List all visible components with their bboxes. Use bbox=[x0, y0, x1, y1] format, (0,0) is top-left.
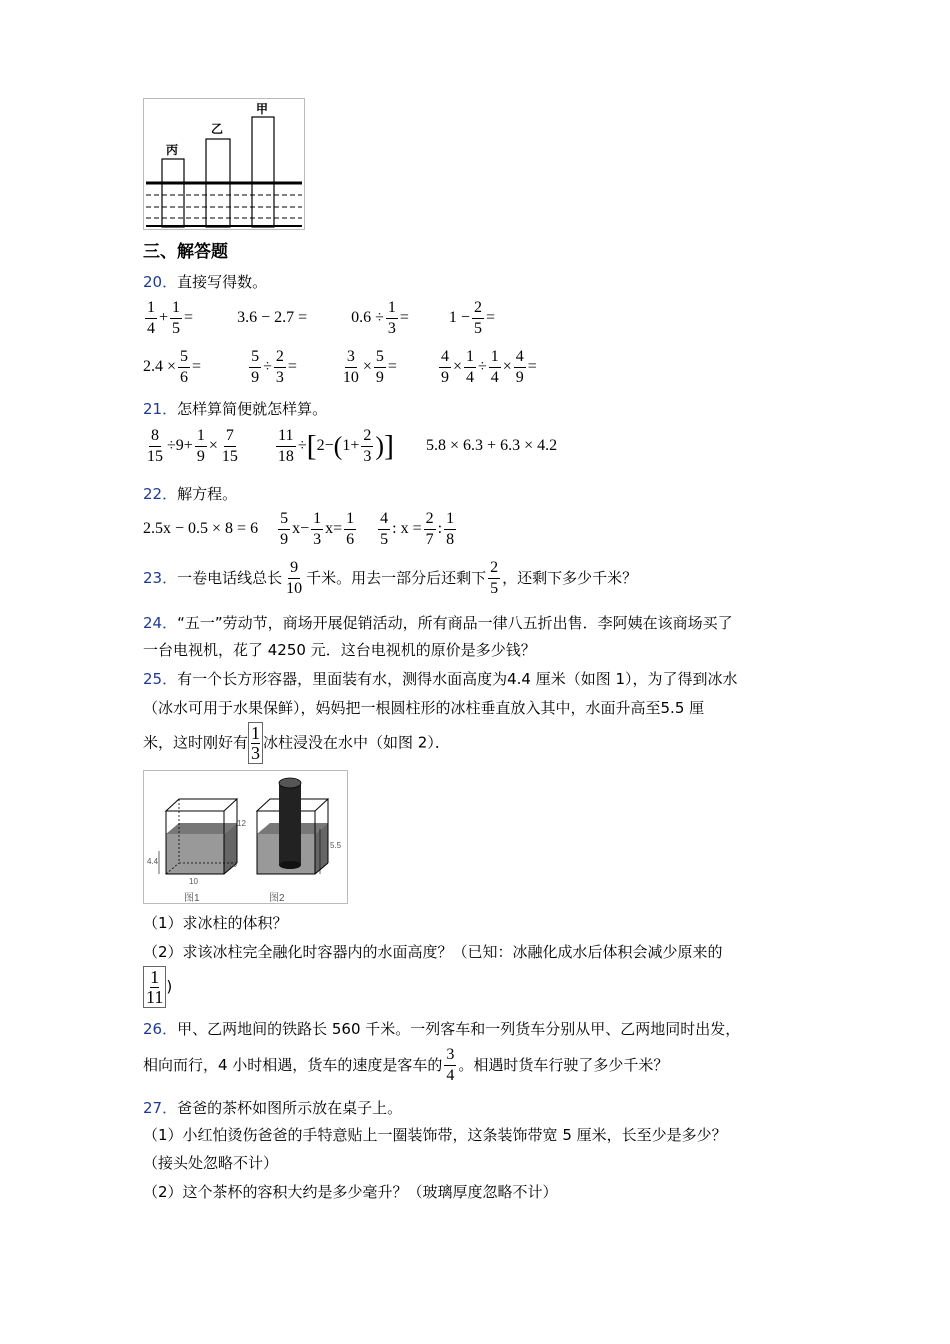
q22-number: 22． bbox=[143, 485, 178, 503]
q21-expr3: 5.8 × 6.3 + 6.3 × 4.2 bbox=[426, 437, 558, 455]
expr-g: $\frac{3}{10}$ × $\frac{5}{9}$ = bbox=[342, 348, 397, 386]
q21-number: 21． bbox=[143, 400, 178, 418]
q27-text: 爸爸的茶杯如图所示放在桌子上。 bbox=[177, 1099, 403, 1117]
q25-text-1: 有一个长方形容器，里面装有水，测得水面高度为4.4 厘米（如图 1），为了得到冰水 bbox=[177, 670, 738, 688]
q25-line3 bbox=[143, 722, 450, 764]
container-figure bbox=[143, 770, 348, 904]
q25-line1 bbox=[143, 668, 738, 689]
expr-e: 2.4 × $\frac{5}{6}$ = bbox=[143, 348, 202, 386]
q24-text-1: “五一”劳动节，商场开展促销活动，所有商品一律八五折出售．李阿姨在该商场买了 bbox=[177, 614, 733, 632]
q22-eq1: 2.5x − 0.5 × 8 = 6 bbox=[143, 520, 259, 538]
q21-expr1: $\frac{8}{15}$ ÷9+ $\frac{1}{9}$ × $\frac{7}{15}$ bbox=[147, 427, 238, 465]
q23-number: 23． bbox=[143, 569, 178, 587]
q25-text-3a: 米，这时刚好有 bbox=[143, 733, 249, 752]
q21-heading bbox=[143, 398, 327, 419]
expr-c: 0.6 ÷ $\frac{1}{3}$ = bbox=[351, 299, 409, 337]
q23-text-c: ，还剩下多少千米？ bbox=[502, 569, 638, 587]
label-bing: 丙 bbox=[166, 143, 179, 157]
one-third-fraction: $\frac{1}{3}$ bbox=[248, 722, 263, 764]
section-title: 三、解答题 bbox=[143, 242, 228, 262]
fig1-caption: 图1 bbox=[184, 893, 200, 904]
q25-sub2-fraction bbox=[143, 966, 172, 1008]
q25-number: 25． bbox=[143, 670, 178, 688]
q22-row bbox=[143, 511, 458, 548]
expr-b: 3.6 − 2.7 = bbox=[237, 309, 308, 327]
q21-expr2: $\frac{11}{18}$ ÷[2−(1+ $\frac{2}{3}$ )] bbox=[277, 427, 395, 465]
expr-f: $\frac{5}{9}$ ÷ $\frac{2}{3}$ = bbox=[251, 348, 297, 386]
label-jia: 甲 bbox=[256, 102, 269, 116]
q26-line1 bbox=[143, 1018, 740, 1039]
q22-text: 解方程。 bbox=[177, 485, 238, 503]
d10a-label: 10 bbox=[228, 860, 237, 869]
q24-number: 24． bbox=[143, 614, 178, 632]
q22-eq2: $\frac{5}{9}$ x− $\frac{1}{3}$ x= $\frac{1}{6}$ bbox=[280, 510, 355, 548]
q20-heading bbox=[143, 271, 267, 292]
q27-heading bbox=[143, 1097, 402, 1118]
fig2-caption: 图2 bbox=[269, 893, 285, 904]
expr-d: 1 − $\frac{2}{5}$ = bbox=[448, 299, 495, 337]
q27-sub2: （2）这个茶杯的容积大约是多少毫升？（玻璃厚度忽略不计） bbox=[143, 1183, 558, 1201]
q25-sub2-close: ) bbox=[166, 977, 173, 996]
q27-sub1b: （接头处忽略不计） bbox=[143, 1154, 279, 1172]
q26-line2: 相向而行，4 小时相遇，货车的速度是客车的 $\frac{3}{4}$ 。相遇时货车行驶了多少千米？ bbox=[143, 1046, 669, 1084]
q23-text-b: 千米。用去一部分后还剩下 bbox=[306, 569, 487, 587]
one-eleventh-fraction: $\frac{1}{11}$ bbox=[143, 966, 166, 1008]
q20-row2 bbox=[143, 349, 537, 386]
q25-sub1: （1）求冰柱的体积？ bbox=[143, 914, 288, 932]
q26-number: 26． bbox=[143, 1020, 178, 1038]
expr-a: $\frac{1}{4}$ + $\frac{1}{5}$ = bbox=[147, 299, 194, 337]
q23-text-a: 一卷电话线总长 bbox=[177, 569, 283, 587]
q22-eq3: $\frac{4}{5}$ : x = $\frac{2}{7}$ : $\frac{1}{8}$ bbox=[380, 510, 455, 548]
h1-label: 4.4 bbox=[147, 857, 159, 866]
q21-text: 怎样算简便就怎样算。 bbox=[177, 400, 328, 418]
q20-row1 bbox=[143, 300, 495, 337]
expr-h: $\frac{4}{9}$ × $\frac{1}{4}$ ÷ $\frac{1}{4}$ × $\frac{4}{9}$ = bbox=[440, 348, 537, 386]
q27-sub1: （1）小红怕烫伤爸爸的手特意贴上一圈装饰带，这条装饰带宽 5 厘米，长至少是多少？ bbox=[143, 1126, 727, 1144]
q26-text-2a: 相向而行，4 小时相遇，货车的速度是客车的 bbox=[143, 1056, 443, 1074]
q25-text-3b: 冰柱浸没在水中（如图 2）． bbox=[263, 733, 450, 752]
q27-number: 27． bbox=[143, 1099, 178, 1117]
q23: 23．一卷电话线总长 $\frac{9}{10}$ 千米。用去一部分后还剩下 $\frac{2}{5}$ ，还剩下多少千米？ bbox=[143, 559, 638, 597]
q24-line1 bbox=[143, 612, 733, 633]
q20-number: 20． bbox=[143, 273, 178, 291]
label-yi: 乙 bbox=[211, 122, 224, 136]
q24-line2: 一台电视机，花了 4250 元．这台电视机的原价是多少钱？ bbox=[143, 641, 536, 659]
d12-label: 12 bbox=[237, 819, 246, 828]
q25-sub2: （2）求该冰柱完全融化时容器内的水面高度？（已知：冰融化成水后体积会减少原来的 bbox=[143, 943, 723, 961]
q22-heading bbox=[143, 483, 237, 504]
q25-line2: （冰水可用于水果保鲜），妈妈把一根圆柱形的冰柱垂直放入其中，水面升高至5.5 厘 bbox=[143, 699, 705, 717]
q26-text-1: 甲、乙两地间的铁路长 560 千米。一列客车和一列货车分别从甲、乙两地同时出发， bbox=[177, 1020, 741, 1038]
q26-text-2b: 。相遇时货车行驶了多少千米？ bbox=[458, 1056, 669, 1074]
q20-text: 直接写得数。 bbox=[177, 273, 268, 291]
cylinders-figure bbox=[143, 98, 305, 230]
h2-label: 5.5 bbox=[330, 841, 342, 850]
d10b-label: 10 bbox=[189, 877, 198, 886]
q21-row bbox=[143, 428, 557, 465]
